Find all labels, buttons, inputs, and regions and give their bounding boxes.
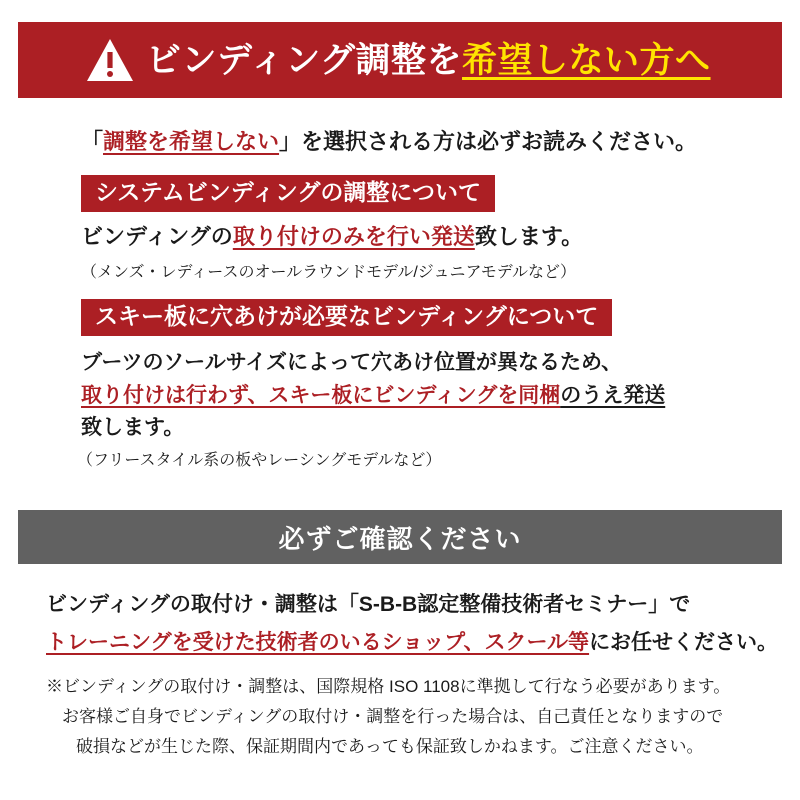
warning-header-band (18, 22, 782, 98)
lead-post: 」を選択される方は必ずお読みください。 (279, 129, 698, 154)
confirm-header-band (18, 510, 782, 564)
section2-line2 (81, 380, 741, 413)
bottom-content-block (18, 564, 782, 782)
section2-note: （フリースタイル系の板やレーシングモデルなど） (77, 452, 442, 469)
lead-red-text: 調整を希望しない (103, 129, 280, 154)
warning-triangle-icon (86, 38, 134, 82)
lead-pre: 「 (81, 129, 104, 154)
bottom-line2-post: にお任せください。 (589, 631, 779, 654)
bottom-note-line3: 破損などが生じた際、保証期間内であっても保証致しかねます。ご注意ください。 (76, 736, 704, 756)
section2-line3: 致します。 (81, 416, 185, 440)
section2-line2-red: 取り付けは行わず、スキー板にビンディングを同梱 (81, 383, 561, 407)
header-title-plain: ビンディング調整を (146, 40, 463, 80)
section2-line2-post: のうえ発送 (560, 383, 666, 407)
bottom-note-line2: お客様ご自身でビンディングの取付け・調整を行った場合は、自己責任となりますので (62, 706, 724, 726)
header-title (146, 40, 711, 80)
bottom-line1: ビンディングの取付け・調整は「S-B-B認定整備技術者セミナー」で (46, 593, 691, 616)
top-content-block (18, 98, 782, 490)
section1-text (81, 221, 583, 253)
section1-heading-bar: システムビンディングの調整について (81, 175, 495, 212)
section1-text-red: 取り付けのみを行い発送 (232, 224, 475, 249)
bottom-note-line1: ※ビンディングの取付け・調整は、国際規格 ISO 1108に準拠して行なう必要があります。 (46, 677, 731, 696)
bottom-note (46, 672, 730, 761)
section2-heading-bar: スキー板に穴あけが必要なビンディングについて (81, 299, 612, 336)
confirm-title: 必ずご確認ください (278, 523, 522, 554)
section2-text (81, 347, 741, 445)
header-title-highlight: 希望しない方へ (462, 40, 711, 80)
section2-line1: ブーツのソールサイズによって穴あけ位置が異なるため、 (81, 351, 623, 374)
bottom-line2-red: トレーニングを受けた技術者のいるショップ、スクール等 (46, 631, 590, 654)
section1-text-pre: ビンディングの (81, 224, 233, 249)
section1-note: （メンズ・レディースのオールラウンドモデル/ジュニアモデルなど） (81, 264, 577, 281)
lead-sentence (81, 125, 697, 156)
section1-text-post: 致します。 (474, 224, 584, 249)
bottom-line2 (46, 626, 778, 656)
